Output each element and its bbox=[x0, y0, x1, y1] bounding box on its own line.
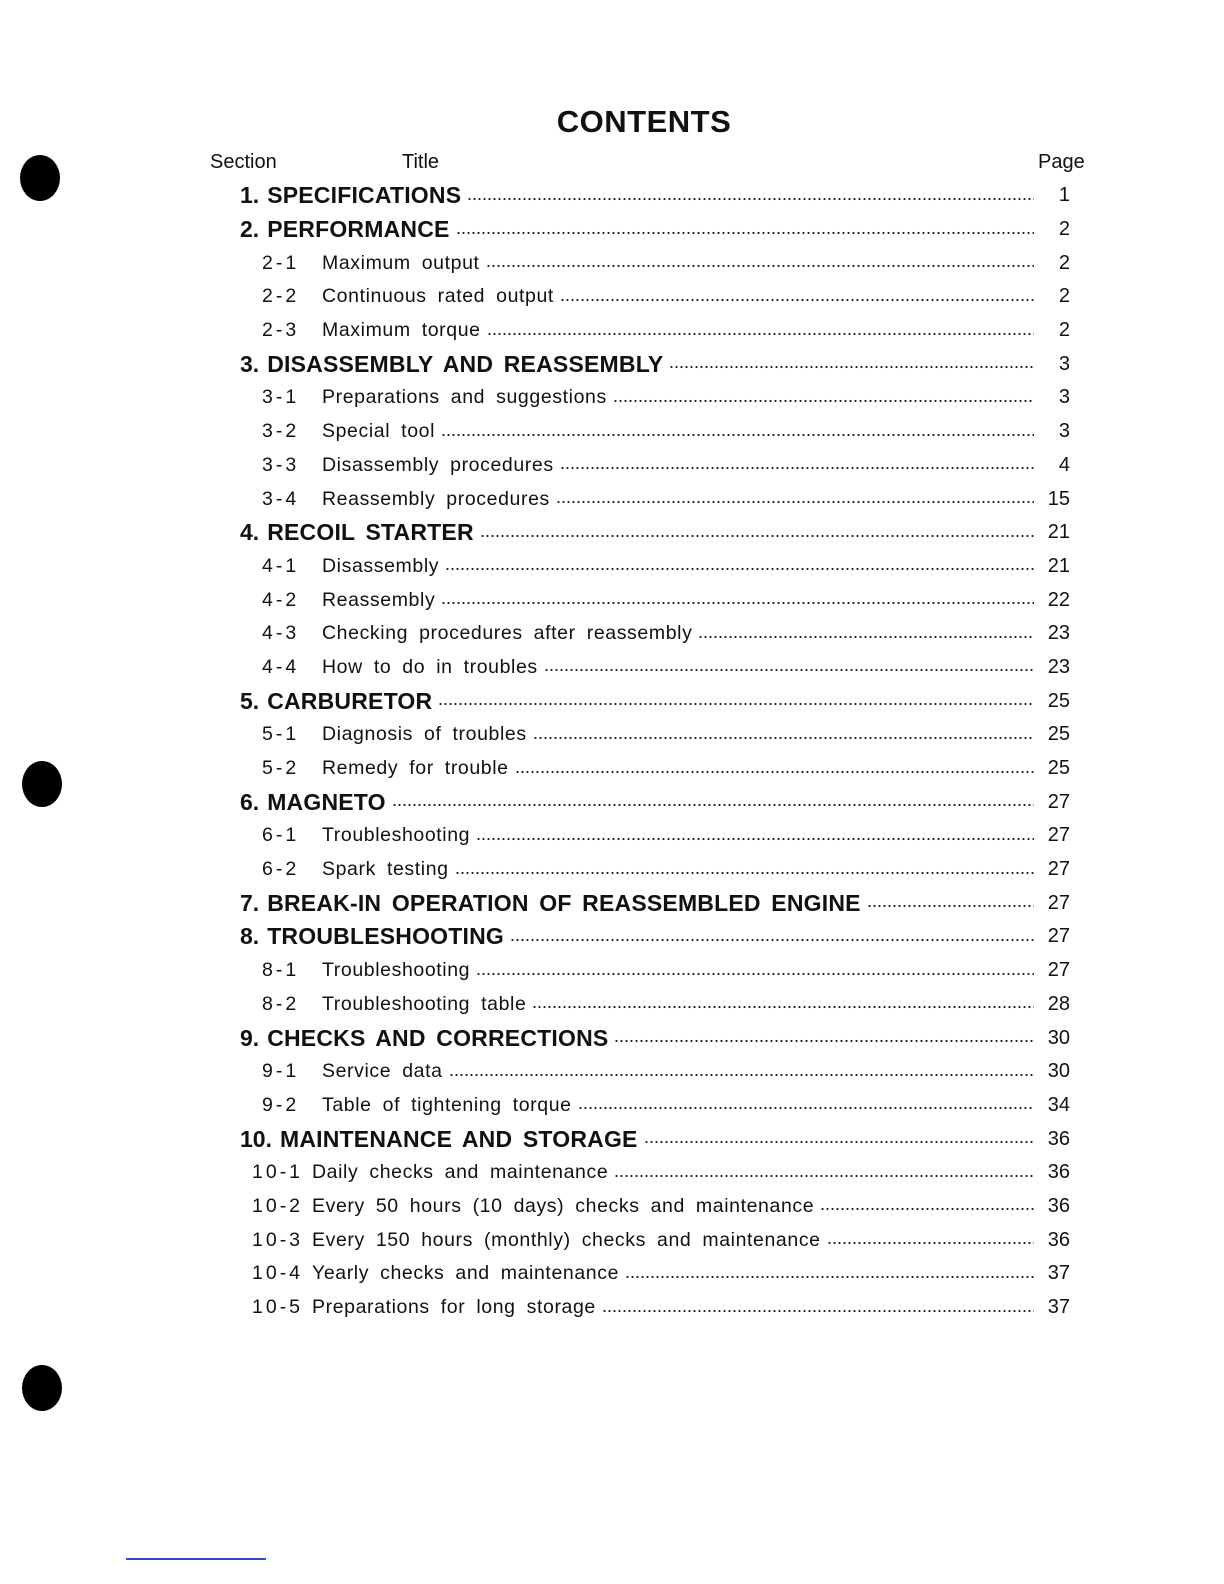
dot-leader bbox=[560, 298, 1034, 302]
entry-number: 9-1 bbox=[262, 1060, 300, 1083]
entry-page-number: 25 bbox=[1047, 689, 1070, 712]
entry-page-number: 1 bbox=[1058, 184, 1070, 207]
dot-leader bbox=[445, 567, 1034, 571]
entry-number: 2-2 bbox=[262, 285, 300, 308]
dot-leader bbox=[625, 1275, 1034, 1279]
punch-hole bbox=[22, 761, 62, 807]
toc-section-entry bbox=[240, 516, 1070, 550]
entry-number: 4-2 bbox=[262, 588, 300, 611]
entry-page-number: 3 bbox=[1058, 386, 1070, 409]
toc-section-entry bbox=[240, 785, 1070, 819]
entry-page-number: 25 bbox=[1047, 757, 1070, 780]
toc-subsection-entry bbox=[240, 1089, 1070, 1123]
entry-page-number: 27 bbox=[1047, 790, 1070, 813]
entry-title: Troubleshooting bbox=[322, 959, 471, 982]
dot-leader bbox=[467, 197, 1034, 201]
entry-title: Reassembly bbox=[322, 588, 436, 611]
entry-page-number: 27 bbox=[1047, 959, 1070, 982]
toc-subsection-entry bbox=[240, 550, 1070, 584]
dot-leader bbox=[544, 668, 1034, 672]
entry-title: Disassembly bbox=[322, 554, 440, 577]
entry-title: Table of tightening torque bbox=[322, 1093, 572, 1116]
entry-title: Troubleshooting table bbox=[322, 992, 527, 1015]
entry-number: 3-3 bbox=[262, 453, 300, 476]
column-header-title: Title bbox=[402, 151, 440, 173]
entry-number: 7. bbox=[240, 889, 260, 916]
entry-number: 3. bbox=[240, 350, 260, 377]
toc-section-entry bbox=[240, 179, 1070, 213]
entry-title: Preparations and suggestions bbox=[322, 386, 607, 409]
dot-leader bbox=[614, 1039, 1034, 1043]
toc-subsection-entry bbox=[240, 246, 1070, 280]
entry-page-number: 23 bbox=[1047, 622, 1070, 645]
entry-number: 3-4 bbox=[262, 487, 300, 510]
dot-leader bbox=[449, 1073, 1034, 1077]
dot-leader bbox=[698, 635, 1034, 639]
entry-page-number: 27 bbox=[1047, 891, 1070, 914]
entry-page-number: 25 bbox=[1047, 723, 1070, 746]
toc-subsection-entry bbox=[240, 617, 1070, 651]
dot-leader bbox=[476, 837, 1034, 841]
entry-page-number: 27 bbox=[1047, 925, 1070, 948]
entry-title: CHECKS AND CORRECTIONS bbox=[267, 1024, 609, 1051]
entry-number: 1. bbox=[240, 182, 260, 209]
entry-number: 6-1 bbox=[262, 824, 300, 847]
toc-subsection-entry bbox=[240, 954, 1070, 988]
entry-title: Maximum output bbox=[322, 251, 480, 274]
entry-number: 10-2 bbox=[252, 1194, 304, 1217]
toc-subsection-entry bbox=[240, 752, 1070, 786]
entry-page-number: 2 bbox=[1058, 285, 1070, 308]
entry-number: 8-2 bbox=[262, 992, 300, 1015]
entry-page-number: 34 bbox=[1047, 1093, 1070, 1116]
toc-subsection-entry bbox=[240, 853, 1070, 887]
entry-page-number: 36 bbox=[1047, 1228, 1070, 1251]
entry-number: 4-1 bbox=[262, 554, 300, 577]
toc-subsection-entry bbox=[240, 988, 1070, 1022]
dot-leader bbox=[486, 264, 1034, 268]
entry-page-number: 2 bbox=[1058, 218, 1070, 241]
entry-title: BREAK-IN OPERATION OF REASSEMBLED ENGINE bbox=[267, 889, 861, 916]
dot-leader bbox=[480, 534, 1034, 538]
entry-title: Checking procedures after reassembly bbox=[322, 622, 693, 645]
toc-section-entry bbox=[240, 1122, 1070, 1156]
entry-title: How to do in troubles bbox=[322, 655, 538, 678]
entry-page-number: 23 bbox=[1047, 655, 1070, 678]
toc-subsection-entry bbox=[240, 1190, 1070, 1224]
footer-rule bbox=[126, 1558, 266, 1560]
entry-page-number: 30 bbox=[1047, 1026, 1070, 1049]
entry-title: Remedy for trouble bbox=[322, 757, 509, 780]
entry-number: 3-2 bbox=[262, 420, 300, 443]
entry-page-number: 22 bbox=[1047, 588, 1070, 611]
entry-title: Preparations for long storage bbox=[312, 1296, 596, 1319]
entry-title: Special tool bbox=[322, 420, 436, 443]
entry-page-number: 3 bbox=[1058, 352, 1070, 375]
dot-leader bbox=[556, 500, 1034, 504]
dot-leader bbox=[614, 1174, 1034, 1178]
entry-number: 10-3 bbox=[252, 1228, 304, 1251]
entry-page-number: 3 bbox=[1058, 420, 1070, 443]
toc-subsection-entry bbox=[240, 1156, 1070, 1190]
entry-title: MAINTENANCE AND STORAGE bbox=[279, 1125, 638, 1152]
toc-section-entry bbox=[240, 684, 1070, 718]
dot-leader bbox=[669, 365, 1034, 369]
toc-subsection-entry bbox=[240, 1291, 1070, 1325]
entry-title: Yearly checks and maintenance bbox=[312, 1262, 620, 1285]
dot-leader bbox=[827, 1241, 1034, 1245]
dot-leader bbox=[487, 332, 1034, 336]
entry-number: 5-1 bbox=[262, 723, 300, 746]
entry-page-number: 27 bbox=[1047, 824, 1070, 847]
entry-title: Spark testing bbox=[322, 858, 449, 881]
dot-leader bbox=[560, 466, 1034, 470]
entry-number: 5-2 bbox=[262, 757, 300, 780]
toc-subsection-entry bbox=[240, 449, 1070, 483]
toc-section-entry bbox=[240, 1021, 1070, 1055]
entry-page-number: 21 bbox=[1047, 521, 1070, 544]
entry-title: DISASSEMBLY AND REASSEMBLY bbox=[267, 350, 664, 377]
toc-subsection-entry bbox=[240, 482, 1070, 516]
entry-title: TROUBLESHOOTING bbox=[267, 923, 505, 950]
dot-leader bbox=[456, 231, 1034, 235]
entry-number: 5. bbox=[240, 687, 260, 714]
dot-leader bbox=[533, 736, 1034, 740]
toc-subsection-entry bbox=[240, 718, 1070, 752]
entry-title: MAGNETO bbox=[267, 788, 386, 815]
entry-number: 10. bbox=[240, 1125, 272, 1152]
entry-number: 2-3 bbox=[262, 319, 300, 342]
dot-leader bbox=[455, 871, 1034, 875]
toc-subsection-entry bbox=[240, 280, 1070, 314]
entry-title: Every 150 hours (monthly) checks and maintenance bbox=[312, 1228, 821, 1251]
entry-page-number: 37 bbox=[1047, 1262, 1070, 1285]
entry-page-number: 37 bbox=[1047, 1296, 1070, 1319]
entry-number: 6. bbox=[240, 788, 260, 815]
dot-leader bbox=[820, 1207, 1034, 1211]
entry-page-number: 36 bbox=[1047, 1127, 1070, 1150]
entry-number: 8. bbox=[240, 923, 260, 950]
dot-leader bbox=[644, 1140, 1034, 1144]
toc-subsection-entry bbox=[240, 1055, 1070, 1089]
entry-title: Maximum torque bbox=[322, 319, 481, 342]
entry-title: SPECIFICATIONS bbox=[267, 182, 462, 209]
entry-number: 2. bbox=[240, 216, 260, 243]
toc-subsection-entry bbox=[240, 1257, 1070, 1291]
entry-title: Troubleshooting bbox=[322, 824, 471, 847]
toc-subsection-entry bbox=[240, 1223, 1070, 1257]
entry-page-number: 21 bbox=[1047, 554, 1070, 577]
entry-title: Daily checks and maintenance bbox=[312, 1161, 609, 1184]
entry-title: Reassembly procedures bbox=[322, 487, 550, 510]
entry-number: 4. bbox=[240, 519, 260, 546]
entry-number: 10-4 bbox=[252, 1262, 304, 1285]
entry-number: 8-1 bbox=[262, 959, 300, 982]
entry-number: 4-3 bbox=[262, 622, 300, 645]
toc-subsection-entry bbox=[240, 381, 1070, 415]
dot-leader bbox=[602, 1309, 1034, 1313]
entry-number: 9. bbox=[240, 1024, 260, 1051]
entry-number: 9-2 bbox=[262, 1093, 300, 1116]
entry-page-number: 27 bbox=[1047, 858, 1070, 881]
dot-leader bbox=[515, 770, 1034, 774]
entry-title: Every 50 hours (10 days) checks and maintenance bbox=[312, 1194, 815, 1217]
entry-page-number: 28 bbox=[1047, 992, 1070, 1015]
toc-subsection-entry bbox=[240, 415, 1070, 449]
entry-number: 4-4 bbox=[262, 655, 300, 678]
dot-leader bbox=[438, 702, 1034, 706]
entry-page-number: 4 bbox=[1058, 453, 1070, 476]
entry-title: CARBURETOR bbox=[267, 687, 433, 714]
dot-leader bbox=[476, 972, 1034, 976]
dot-leader bbox=[867, 904, 1034, 908]
dot-leader bbox=[613, 399, 1034, 403]
dot-leader bbox=[392, 803, 1034, 807]
column-header-page: Page bbox=[1038, 151, 1085, 173]
column-header-section: Section bbox=[210, 151, 277, 173]
toc-section-entry bbox=[240, 213, 1070, 247]
entry-page-number: 2 bbox=[1058, 319, 1070, 342]
entry-title: Disassembly procedures bbox=[322, 453, 554, 476]
entry-title: Continuous rated output bbox=[322, 285, 554, 308]
toc-section-entry bbox=[240, 347, 1070, 381]
toc-subsection-entry bbox=[240, 819, 1070, 853]
entry-number: 3-1 bbox=[262, 386, 300, 409]
toc-subsection-entry bbox=[240, 583, 1070, 617]
entry-number: 10-5 bbox=[252, 1296, 304, 1319]
entry-title: Service data bbox=[322, 1060, 443, 1083]
table-of-contents bbox=[240, 179, 1070, 1324]
entry-page-number: 2 bbox=[1058, 251, 1070, 274]
toc-subsection-entry bbox=[240, 314, 1070, 348]
dot-leader bbox=[532, 1005, 1034, 1009]
toc-section-entry bbox=[240, 920, 1070, 954]
entry-page-number: 30 bbox=[1047, 1060, 1070, 1083]
entry-number: 6-2 bbox=[262, 858, 300, 881]
dot-leader bbox=[441, 433, 1034, 437]
entry-title: PERFORMANCE bbox=[267, 216, 450, 243]
punch-hole bbox=[20, 155, 60, 201]
entry-page-number: 36 bbox=[1047, 1161, 1070, 1184]
entry-page-number: 15 bbox=[1047, 487, 1070, 510]
entry-number: 2-1 bbox=[262, 251, 300, 274]
entry-title: RECOIL STARTER bbox=[267, 519, 474, 546]
page-title: CONTENTS bbox=[556, 104, 732, 139]
toc-section-entry bbox=[240, 886, 1070, 920]
entry-page-number: 36 bbox=[1047, 1194, 1070, 1217]
dot-leader bbox=[578, 1106, 1034, 1110]
entry-number: 10-1 bbox=[252, 1161, 304, 1184]
dot-leader bbox=[510, 938, 1034, 942]
dot-leader bbox=[441, 601, 1034, 605]
punch-hole bbox=[22, 1365, 62, 1411]
toc-subsection-entry bbox=[240, 651, 1070, 685]
entry-title: Diagnosis of troubles bbox=[322, 723, 527, 746]
